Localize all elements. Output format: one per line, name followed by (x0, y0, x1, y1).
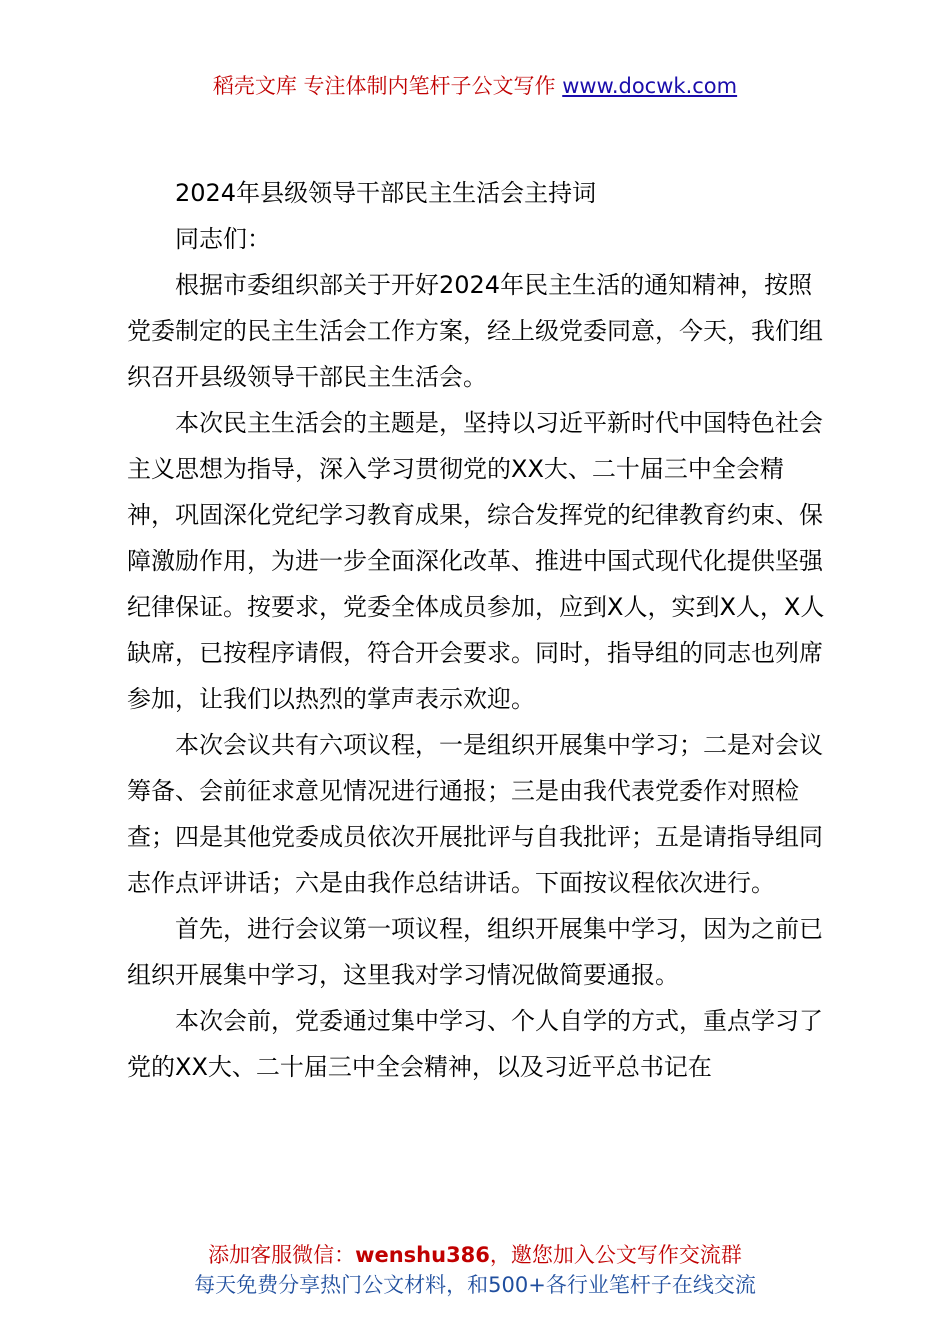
paragraph: 本次会议共有六项议程，一是组织开展集中学习；二是对会议筹备、会前征求意见情况进行通报；三是由我代表党委作对照检查；四是其他党委成员依次开展批评与自我批评；五是请指导组同志作点评讲话；六是由我作总结讲话。下面按议程依次进行。 (127, 731, 823, 897)
header-link[interactable]: www.docwk.com (562, 74, 738, 98)
footer-promo-line: 每天免费分享热门公文材料，和500+各行业笔杆子在线交流 (194, 1273, 756, 1297)
page-footer (0, 1240, 950, 1300)
salutation: 同志们： (175, 225, 271, 253)
page-header (0, 70, 950, 100)
footer-wechat-id: wenshu386 (355, 1243, 490, 1267)
footer-contact-line (0, 1240, 950, 1270)
paragraph: 本次会前，党委通过集中学习、个人自学的方式，重点学习了党的XX大、二十届三中全会精神，以及习近平总书记在 (127, 1007, 823, 1081)
document-title: 2024年县级领导干部民主生活会主持词 (175, 179, 597, 207)
footer-contact-prefix: 添加客服微信： (208, 1243, 356, 1267)
footer-contact-suffix: ，邀您加入公文写作交流群 (489, 1243, 742, 1267)
header-tagline: 稻壳文库 专注体制内笔杆子公文写作 (212, 74, 563, 98)
paragraph: 本次民主生活会的主题是，坚持以习近平新时代中国特色社会主义思想为指导，深入学习贯彻党的XX大、二十届三中全会精神，巩固深化党纪学习教育成果，综合发挥党的纪律教育约束、保障激励作用，为进一步全面深化改革、推进中国式现代化提供坚强纪律保证。按要求，党委全体成员参加，应到X人，实到X人，X人缺席，已按程序请假，符合开会要求。同时，指导组的同志也列席参加，让我们以热烈的掌声表示欢迎。 (127, 409, 825, 713)
document-body (127, 170, 827, 1090)
paragraph: 根据市委组织部关于开好2024年民主生活的通知精神，按照党委制定的民主生活会工作方案，经上级党委同意，今天，我们组织召开县级领导干部民主生活会。 (127, 271, 823, 391)
paragraph: 首先，进行会议第一项议程，组织开展集中学习，因为之前已组织开展集中学习，这里我对学习情况做简要通报。 (127, 915, 823, 989)
